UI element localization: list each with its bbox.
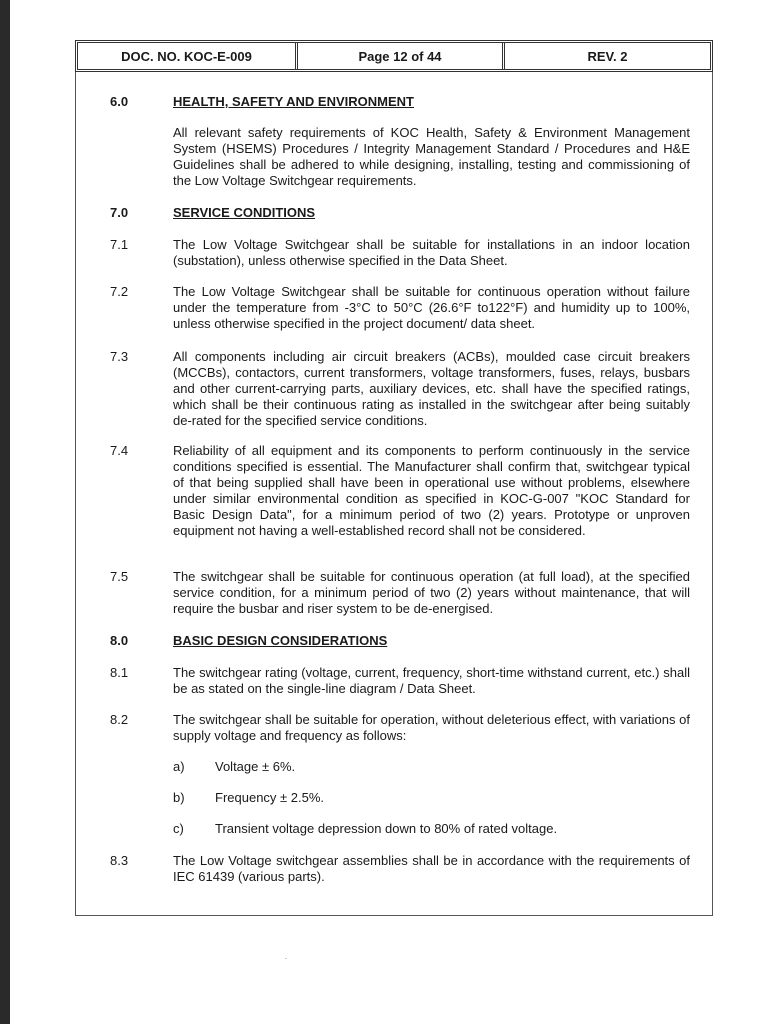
paragraph: The switchgear rating (voltage, current, frequency, short-time withstand current, etc.) shall be as stated on the single-line diagram / Data Sheet. [173, 665, 690, 696]
item-number: 8.1 [110, 665, 129, 680]
paragraph: The switchgear shall be suitable for operation, without deleterious effect, with variations of supply voltage and frequency as follows: [173, 712, 690, 743]
item-number: 7.3 [110, 349, 129, 364]
item-number: 8.3 [110, 853, 129, 868]
doc-number: DOC. NO. KOC-E-009 [78, 43, 298, 69]
list-marker: c) [173, 821, 184, 836]
section-number: 8.0 [110, 633, 129, 648]
revision: REV. 2 [587, 48, 628, 64]
page-number: Page 12 of 44 [298, 43, 505, 69]
paragraph: Reliability of all equipment and its components to perform continuously in the service conditions specified is essential. The Manufacturer shall confirm that, switchgear typical of that being supplied shall have been in operational use without problems, elsewhere under similar environmental condition as specified in KOC-G-007 "KOC Standard for Basic Design Data", for a minimum period of two (2) years. Prototype or unproven equipment not having a well-established record shall not be considered. [173, 443, 690, 538]
list-item: Frequency ± 2.5%. [215, 790, 325, 805]
document-header [75, 40, 713, 72]
paragraph: The Low Voltage Switchgear shall be suitable for continuous operation without failure under the temperature from -3°C to 50°C (26.6°F to122°F) and humidity up to 100%, unless otherwise specified in the project document/ data sheet. [173, 284, 690, 331]
scan-edge [0, 0, 10, 1024]
scan-speck [285, 958, 287, 959]
section-heading: HEALTH, SAFETY AND ENVIRONMENT [173, 94, 414, 109]
paragraph: The Low Voltage switchgear assemblies shall be in accordance with the requirements of IEC 61439 (various parts). [173, 853, 690, 884]
paragraph: All components including air circuit breakers (ACBs), moulded case circuit breakers (MCCBs), contactors, current transformers, voltage transformers, fuses, relays, busbars and other current-carrying parts, auxiliary devices, etc. shall have the specified ratings, which shall be their continuous rating as installed in the switchgear after being suitably de-rated for the specified service conditions. [173, 349, 690, 428]
list-marker: a) [173, 759, 185, 774]
item-number: 7.4 [110, 443, 129, 458]
item-number: 7.5 [110, 569, 129, 584]
paragraph: The switchgear shall be suitable for continuous operation (at full load), at the specified service condition, for a minimum period of two (2) years without maintenance, that will require the busbar and riser system to be de-energised. [173, 569, 690, 616]
list-item: Voltage ± 6%. [215, 759, 296, 774]
section-number: 6.0 [110, 94, 129, 109]
list-item: Transient voltage depression down to 80% of rated voltage. [215, 821, 558, 836]
item-number: 7.2 [110, 284, 129, 299]
section-number: 7.0 [110, 205, 129, 220]
item-number: 8.2 [110, 712, 129, 727]
section-heading: BASIC DESIGN CONSIDERATIONS [173, 633, 388, 648]
paragraph: All relevant safety requirements of KOC Health, Safety & Environment Management System (HSEMS) Procedures / Integrity Management Standard / Procedures and H&E Guidelines shall be adhered to while designing, installing, testing and commissioning of the Low Voltage Switchgear requirements. [173, 125, 690, 188]
paragraph: The Low Voltage Switchgear shall be suitable for installations in an indoor location (substation), unless otherwise specified in the Data Sheet. [173, 237, 690, 268]
item-number: 7.1 [110, 237, 129, 252]
list-marker: b) [173, 790, 185, 805]
section-heading: SERVICE CONDITIONS [173, 205, 316, 220]
